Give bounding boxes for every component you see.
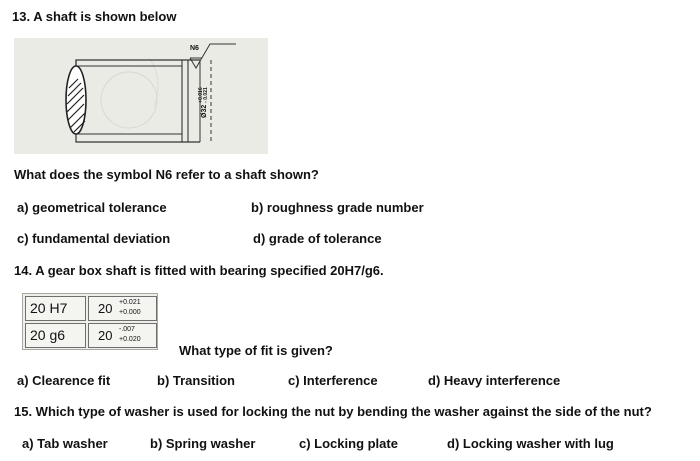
shaft-drawing	[14, 38, 268, 154]
tolerance-table	[22, 293, 158, 350]
question-14-text: What type of fit is given?	[179, 343, 333, 358]
question-15-heading: 15. Which type of washer is used for locking the nut by bending the washer against the side of the nut?	[14, 404, 652, 419]
fit-limits-hole	[88, 296, 157, 321]
fit-lower-deviation: +0.000	[119, 309, 141, 316]
fit-limits-shaft	[88, 323, 157, 348]
fit-label-shaft: 20 g6	[25, 323, 86, 348]
fit-upper-deviation: -.007	[119, 326, 135, 333]
q15-option-b[interactable]: b) Spring washer	[150, 436, 256, 451]
q14-option-a[interactable]: a) Clearence fit	[17, 373, 111, 388]
fit-upper-deviation: +0.021	[119, 299, 141, 306]
q13-option-d[interactable]: d) grade of tolerance	[253, 231, 382, 246]
diameter-dimension	[198, 68, 212, 118]
question-14-heading: 14. A gear box shaft is fitted with bearing specified 20H7/g6.	[14, 263, 384, 278]
question-13-heading: 13. A shaft is shown below	[12, 9, 177, 24]
q15-option-c[interactable]: c) Locking plate	[299, 436, 398, 451]
diameter-tolerance	[199, 87, 209, 103]
fit-base-size: 20	[98, 328, 113, 343]
q15-option-a[interactable]: a) Tab washer	[22, 436, 108, 451]
q13-option-b[interactable]: b) roughness grade number	[251, 200, 424, 215]
q15-option-d[interactable]: d) Locking washer with lug	[447, 436, 614, 451]
question-13-text: What does the symbol N6 refer to a shaft shown?	[14, 167, 319, 182]
diameter-tolerance-upper: +0.016	[198, 87, 205, 103]
q14-option-c[interactable]: c) Interference	[288, 373, 378, 388]
q13-option-a[interactable]: a) geometrical tolerance	[17, 200, 167, 215]
q14-option-b[interactable]: b) Transition	[157, 373, 235, 388]
fit-label-hole: 20 H7	[25, 296, 86, 321]
fit-lower-deviation: +0.020	[119, 336, 141, 343]
roughness-symbol-label: N6	[190, 45, 199, 52]
shaft-figure	[14, 38, 268, 154]
diameter-tolerance-lower: - 0.021	[203, 87, 210, 103]
q14-option-d[interactable]: d) Heavy interference	[428, 373, 561, 388]
q13-option-c[interactable]: c) fundamental deviation	[17, 231, 171, 246]
diameter-value: Ø32	[201, 104, 208, 118]
fit-base-size: 20	[98, 301, 113, 316]
